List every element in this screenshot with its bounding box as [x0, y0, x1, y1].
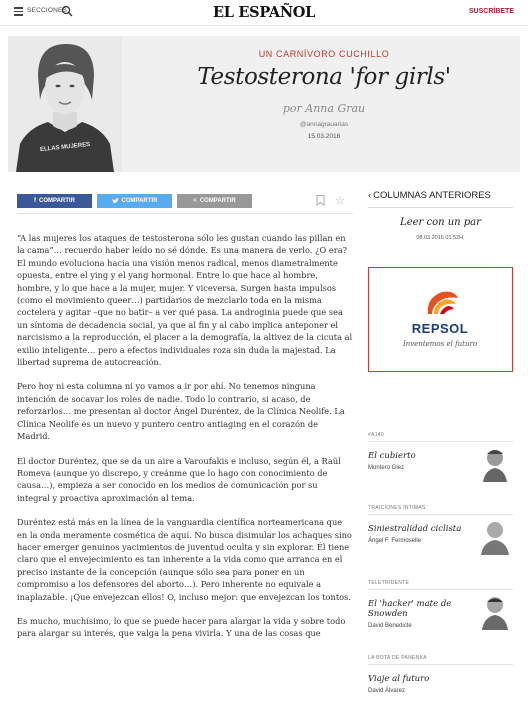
top-bar: [0, 0, 528, 26]
column-section: TELETRIDENTE: [368, 580, 410, 586]
author-byline[interactable]: por Anna Grau: [282, 102, 366, 115]
column-title[interactable]: Siniestralidad ciclista: [368, 524, 462, 534]
author-avatar: [477, 590, 513, 630]
previous-column-title[interactable]: Leer con un par: [400, 217, 481, 228]
column-section: LA BOTA DE PANENKA: [368, 655, 427, 661]
repsol-ad[interactable]: [368, 267, 513, 372]
previous-columns: [368, 190, 513, 241]
column-author: Ángel F. Fermoselle: [368, 538, 422, 544]
column-item[interactable]: [368, 580, 513, 629]
article-paragraph: Es mucho, muchísimo, lo que se puede hacer para alargar la vida y sobre todo para alargar su interés, que valga la pena vivirla. Y una de las cosas que: [17, 615, 346, 639]
site-logo[interactable]: EL ESPAÑOL: [213, 4, 315, 21]
previous-columns-heading[interactable]: ‹ COLUMNAS ANTERIORES: [368, 190, 513, 208]
author-avatar: [477, 515, 513, 555]
column-kicker[interactable]: UN CARNÍVORO CUCHILLO: [258, 49, 390, 59]
column-author: David Álvarez: [368, 688, 406, 694]
sections-link[interactable]: SECCIONES: [27, 7, 68, 14]
article-paragraph: “A las mujeres los ataques de testosterona sólo les gustan cuando las pillan en la cama”… recuerdo haber leído no sé dónde. Es una manera de verlo. ¿O era? El mundo evoluciona hacia una visión menos radical, menos diametralmente opuesta, entre el ying y el yang hormonal. Entre lo que hace al hombre, hombre, y lo que hace a la mujer, mujer. Y viceversa. Surgen hasta impulsos (como el movimiento queer…) partidarios de mezclarlo toda en la misma coctelera y agitar –que no batir– a ver qué pasa. La androginia puede que sea un síntoma de decadencia social, ya que al fin y al cabo implica anteponer el narcisismo a la reproducción, el placer a la demografía, la altivez de la cicuta al exilio inteligente… pero a efectos individuales roza sin duda la majestad. La libertad suprema de autocreación.: [17, 233, 353, 368]
shirt-text: ELLAS MUJERES: [39, 141, 91, 154]
column-title[interactable]: El 'hacker' mate de Snowden: [368, 599, 452, 619]
article-paragraph: Duréntez está más en la línea de la vanguardia científica norteamericana que en la onda meramente cosmética de aquí. No busca disimular los achaques sino hacer emerger genuinos yacimientos de juventud oculta y sin explorar. Él tiene claro que el envejecimiento es tan inherente a la vida como que arranca en el preciso instante de la concepción (aunque sólo sea para poner en un compromiso a los defensores del aborto…). Pero inherente no equivale a inaplazable. ¡Que envejezcan ellos! O, incluso mejor: que envejezcan los tontos.: [17, 517, 352, 602]
divider: [17, 213, 353, 214]
column-title[interactable]: Viaje al futuro: [368, 674, 430, 684]
hero-text: [128, 36, 520, 140]
article-paragraph: El doctor Duréntez, que se da un aire a Varoufakis e incluso, según él, a Raül Romeva (aunque yo discrepo, y creánme que lo hago con conocimiento de causa…), empieza a ser conocido en los medios de comunicación por su integral y proactiva aproximación al tema.: [17, 455, 341, 503]
column-author: David Benedicte: [368, 623, 412, 629]
bookmark-icon[interactable]: [316, 195, 325, 206]
facebook-share-button[interactable]: [17, 194, 92, 208]
column-item[interactable]: [368, 505, 513, 544]
article-paragraph: Pero hoy ni esta columna ni yo vamos a ir por ahí. No tenemos ninguna intención de socavar los roles de nadie. Todo lo contrario, si acaso, de reforzarlos… me presentan al doctor Ángel Duréntez, de la Clínica Neolife. La Clínica Neolife es un nuevo y puntero centro antiaging en el corazón de Madrid.: [17, 381, 345, 442]
column-item[interactable]: [368, 655, 513, 694]
chevron-left-icon: ‹: [368, 190, 372, 201]
twitter-share-label: COMPARTIR: [121, 198, 158, 204]
facebook-share-label: COMPARTIR: [39, 198, 75, 204]
share-icon: <: [193, 198, 197, 204]
previous-column-date: 08.03.2016 01:52H.: [416, 235, 465, 241]
column-title[interactable]: El cubierto: [368, 451, 416, 461]
article-body: [17, 232, 353, 652]
twitter-icon: [112, 198, 119, 204]
column-author: Montero Glez: [368, 465, 405, 471]
article-title: Testosterona 'for girls': [197, 64, 451, 90]
subscribe-link[interactable]: SUSCRÍBETE: [468, 8, 514, 15]
facebook-icon: f: [34, 198, 37, 204]
star-icon[interactable]: ☆: [335, 194, 345, 207]
author-avatar: [477, 442, 513, 482]
author-photo: [8, 36, 122, 172]
ad-tagline: Inventemos el futuro: [402, 340, 478, 348]
repsol-logo-icon: [424, 288, 460, 316]
generic-share-label: COMPARTIR: [199, 198, 236, 204]
author-handle[interactable]: @annagrauarias: [299, 121, 349, 128]
publish-date: 15.03.2016: [307, 133, 341, 140]
article-hero: [8, 36, 520, 172]
ad-brand: REPSOL: [411, 321, 469, 336]
column-section: TRAICIONES ÍNTIMAS: [368, 505, 426, 511]
generic-share-button[interactable]: [177, 194, 252, 208]
column-section: #A140: [368, 432, 384, 438]
column-item[interactable]: [368, 432, 513, 471]
twitter-share-button[interactable]: [97, 194, 172, 208]
